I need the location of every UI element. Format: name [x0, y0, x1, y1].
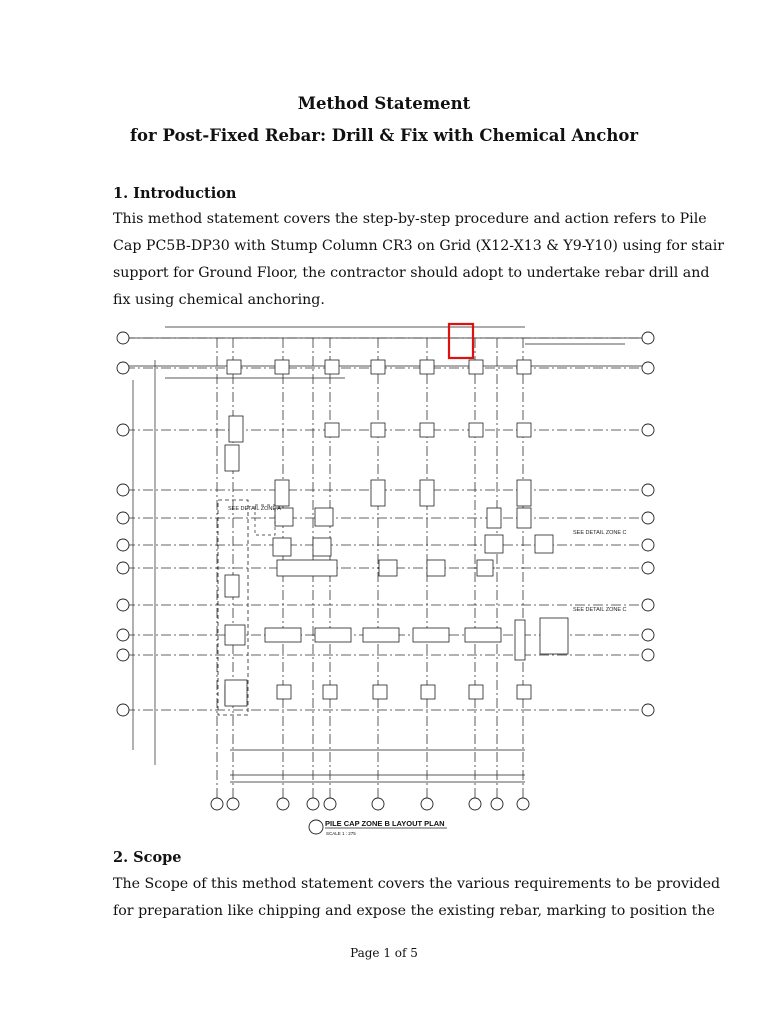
callout-zone-c-1: SEE DETAIL ZONE C	[573, 530, 627, 536]
document-title: Method Statement	[297, 94, 471, 113]
scope-line-2: for preparation like chipping and expose the existing rebar, marking to position the	[113, 903, 715, 919]
scope-paragraph	[113, 871, 721, 925]
document-subtitle: for Post-Fixed Rebar: Drill & Fix with Chemical Anchor	[129, 126, 639, 145]
intro-line-4: fix using chemical anchoring.	[113, 292, 325, 308]
scope-line-1: The Scope of this method statement covers the various requirements to be provided	[113, 876, 721, 892]
intro-line-1: This method statement covers the step-by-step procedure and action refers to Pile	[113, 211, 707, 227]
highlight-pc5b-dp30	[449, 324, 473, 358]
pile-cap-layout-plan	[105, 320, 665, 840]
introduction-paragraph	[113, 206, 725, 314]
page-number: Page 1 of 5	[350, 946, 418, 960]
drawing-caption: PILE CAP ZONE B LAYOUT PLAN	[325, 819, 445, 828]
drawing-scale: SCALE 1 : 275	[326, 831, 356, 836]
section-heading-introduction: 1. Introduction	[113, 185, 237, 202]
callout-zone-c-2: SEE DETAIL ZONE C	[573, 607, 627, 613]
intro-line-2: Cap PC5B-DP30 with Stump Column CR3 on Grid (X12-X13 & Y9-Y10) using for stair	[113, 238, 725, 254]
intro-line-3: support for Ground Floor, the contractor should adopt to undertake rebar drill and	[113, 265, 710, 281]
callout-zone-a: SEE DETAIL ZONE A	[228, 506, 281, 512]
section-heading-scope: 2. Scope	[113, 849, 182, 866]
